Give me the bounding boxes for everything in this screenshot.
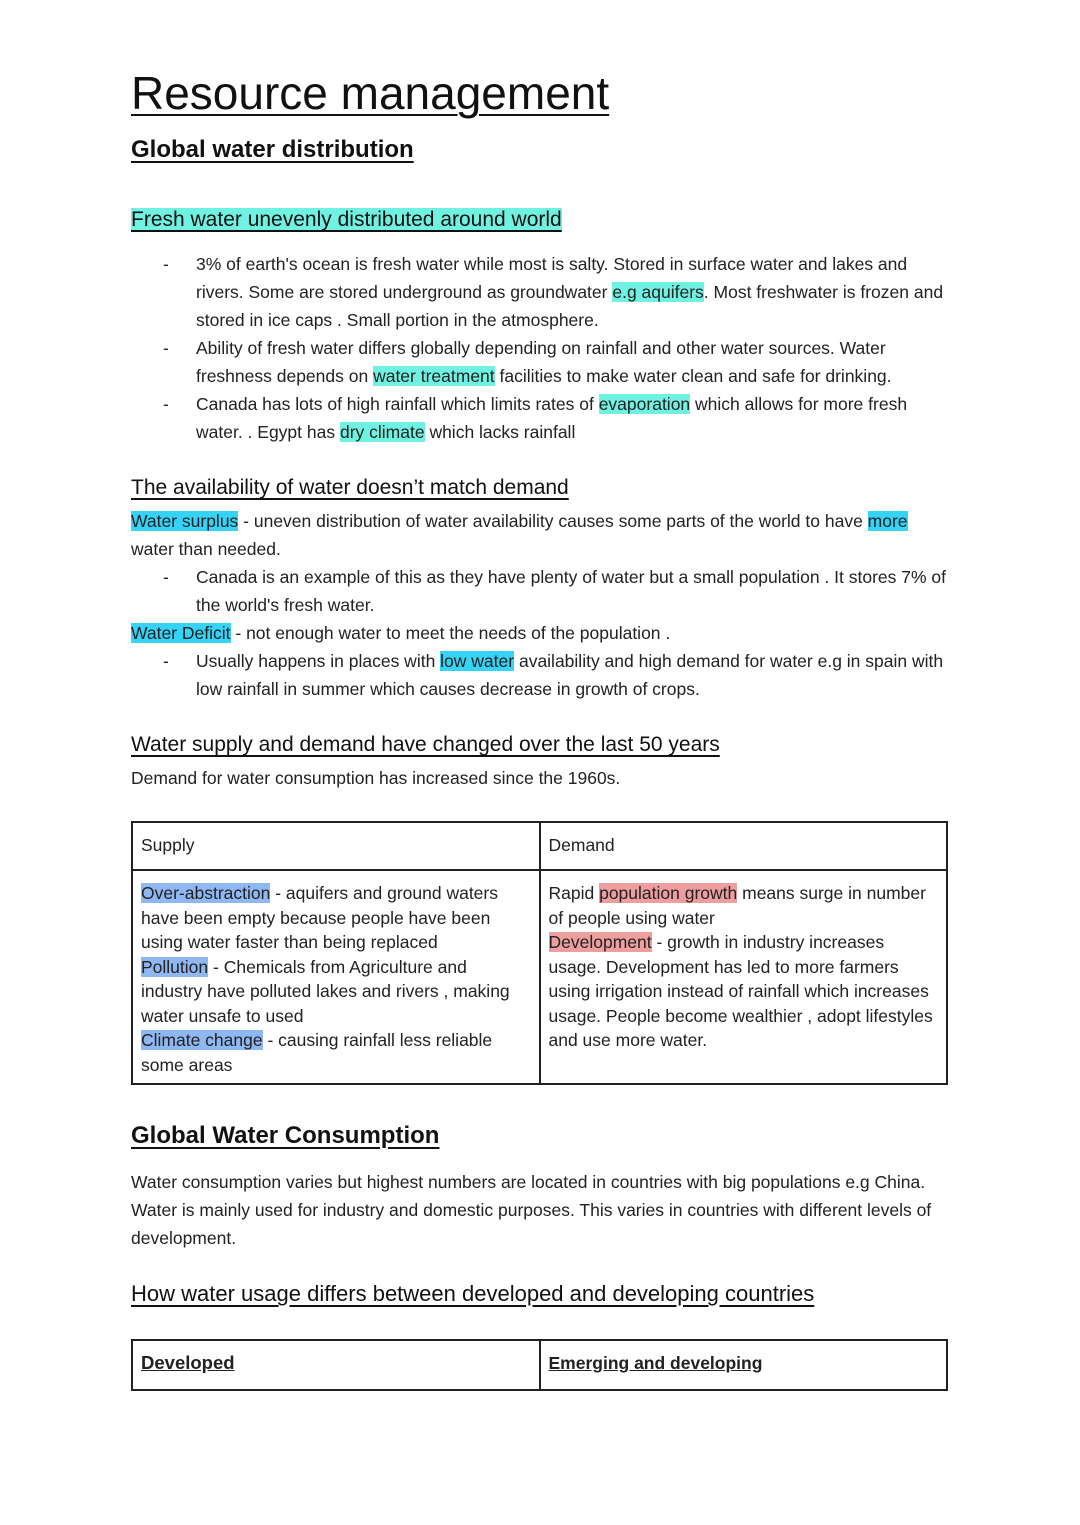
developed-header: Developed — [132, 1340, 540, 1390]
surplus-bullets — [131, 563, 951, 619]
usage-table — [131, 1339, 948, 1391]
list-item: - 3% of earth's ocean is fresh water while most is salty. Stored in surface water and lakes and rivers. Some are stored underground as groundwater e.g aquifers. Most freshwater is frozen and stored in ice caps . Small portion in the atmosphere. — [131, 250, 951, 334]
supply-header: Supply — [132, 822, 540, 870]
developing-header: Emerging and developing — [540, 1340, 948, 1390]
page-title: Resource management — [131, 67, 610, 119]
supply-cell: Over-abstraction - aquifers and ground waters have been empty because people have been using water faster than being replaced Pollution - Chemicals from Agriculture and industry have polluted lakes and rivers , making water unsafe to used Climate change - causing rainfall less reliable some areas — [132, 870, 540, 1084]
consumption-paragraph: Water consumption varies but highest numbers are located in countries with big populations e.g China. Water is mainly used for industry and domestic purposes. This varies in countries with different levels of development. — [131, 1172, 932, 1248]
supply-demand-intro: Demand for water consumption has increased since the 1960s. — [131, 768, 621, 788]
deficit-bullets — [131, 647, 951, 703]
water-deficit-paragraph: Water Deficit - not enough water to meet the needs of the population . — [131, 623, 671, 643]
highlight: Over-abstraction — [141, 883, 271, 903]
list-item: - Usually happens in places with low water availability and high demand for water e.g in spain with low rainfall in summer which causes decrease in growth of crops. — [131, 647, 951, 703]
heading-fresh-water-uneven-text: Fresh water unevenly distributed around world — [131, 208, 562, 231]
table-header-row — [132, 1340, 947, 1390]
highlight: Pollution — [141, 956, 209, 977]
list-item: - Canada has lots of high rainfall which limits rates of evaporation which allows for more fresh water. . Egypt has dry climate which lacks rainfall — [131, 390, 951, 446]
highlight: Water Deficit — [131, 623, 231, 643]
highlight: e.g aquifers — [612, 282, 704, 302]
fresh-water-bullets — [131, 250, 951, 446]
list-item: - Canada is an example of this as they have plenty of water but a small population . It stores 7% of the world's fresh water. — [131, 563, 951, 619]
table-row — [132, 870, 947, 1084]
heading-availability-demand: The availability of water doesn’t match demand — [131, 476, 569, 499]
list-item: - Ability of fresh water differs globally depending on rainfall and other water sources. Water freshness depends on water treatment facilities to make water clean and safe for drinking. — [131, 334, 951, 390]
highlight: Development — [548, 932, 652, 952]
table-header-row — [132, 822, 947, 870]
highlight: evaporation — [598, 394, 691, 414]
highlight: more — [867, 511, 908, 531]
water-surplus-paragraph: Water surplus - uneven distribution of water availability causes some parts of the world to have more water than needed. — [131, 511, 908, 559]
highlight: low water — [440, 651, 515, 671]
demand-cell: Rapid population growth means surge in number of people using water Development - growth in industry increases usage. Development has led to more farmers using irrigation instead of rainfall which increases usage. People become wealthier , adopt lifestyles and use more water. — [540, 870, 948, 1084]
heading-global-water-consumption: Global Water Consumption — [131, 1122, 440, 1149]
heading-fresh-water-uneven — [131, 208, 562, 232]
highlight: population growth — [599, 883, 738, 903]
highlight: dry climate — [339, 422, 425, 442]
heading-global-water-distribution: Global water distribution — [131, 136, 414, 163]
highlight: water treatment — [373, 366, 495, 386]
demand-header: Demand — [540, 822, 948, 870]
highlight: Climate change — [141, 1030, 263, 1050]
heading-usage-differs: How water usage differs between developed and developing countries — [131, 1281, 815, 1306]
highlight: Water surplus — [131, 511, 239, 531]
supply-demand-table — [131, 821, 948, 1085]
heading-supply-demand-changed: Water supply and demand have changed over the last 50 years — [131, 733, 720, 756]
